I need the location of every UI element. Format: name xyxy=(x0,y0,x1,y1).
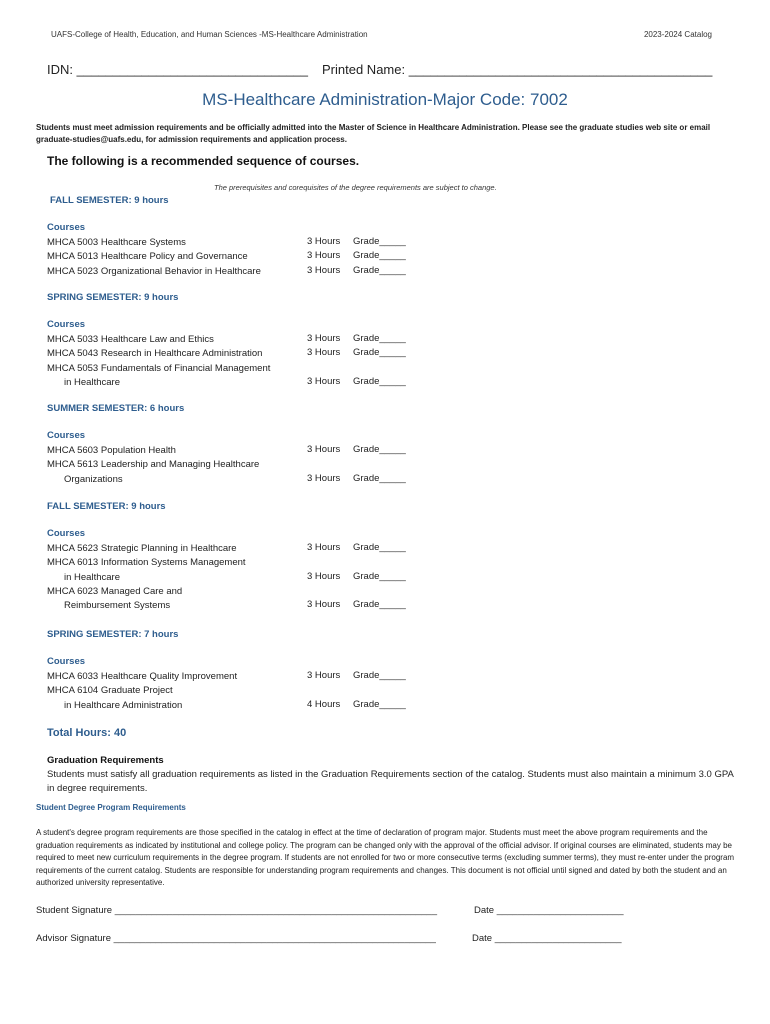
course-grade-blank: Grade_____ xyxy=(353,570,406,582)
intro-text: Students must meet admission requirements and be officially admitted into the Master of Science in Healthcare Administration. Please see the graduate studies web site or email graduate-studies@uafs.edu, for admission requirements and application process. xyxy=(36,123,711,144)
courses-label: Courses xyxy=(47,430,86,441)
course-grade-blank: Grade_____ xyxy=(353,444,406,455)
course-name: MHCA 5033 Healthcare Law and Ethics xyxy=(47,334,214,345)
course-hours: 3 Hours xyxy=(307,599,341,611)
course-hours: 3 Hours xyxy=(307,333,341,344)
course-grade-blank: Grade_____ xyxy=(353,698,406,710)
course-name: MHCA 6104 Graduate Project xyxy=(47,685,173,697)
course-hours: 3 Hours xyxy=(307,347,341,359)
course-hours: 3 Hours xyxy=(307,670,341,681)
header-left: UAFS-College of Health, Education, and Human Sciences -MS-Healthcare Administration xyxy=(51,30,368,39)
graduation-text: Students must satisfy all graduation requirements as listed in the Graduation Requirements section of the catalog. Students must also maintain a minimum 3.0 GPA in degree requirements. xyxy=(47,769,734,794)
course-hours: 3 Hours xyxy=(307,472,341,484)
course-hours: 3 Hours xyxy=(307,250,341,262)
course-grade-blank: Grade_____ xyxy=(353,670,406,681)
courses-label: Courses xyxy=(47,319,86,330)
courses-label: Courses xyxy=(47,222,86,233)
course-hours: 3 Hours xyxy=(307,542,341,553)
student-signature-line: Student Signature _____________________________________________________________ xyxy=(36,905,437,916)
prereq-note: The prerequisites and corequisites of the degree requirements are subject to change. xyxy=(214,183,497,192)
course-grade-blank: Grade_____ xyxy=(353,333,406,344)
student-date-line: Date ________________________ xyxy=(474,905,624,916)
sequence-heading: The following is a recommended sequence of courses. xyxy=(47,154,360,168)
semester-title: FALL SEMESTER: 9 hours xyxy=(47,501,166,512)
course-grade-blank: Grade_____ xyxy=(353,236,406,247)
course-name: MHCA 5613 Leadership and Managing Healthcare xyxy=(47,459,260,471)
semester-title: SPRING SEMESTER: 7 hours xyxy=(47,629,179,640)
course-grade-blank: Grade_____ xyxy=(353,347,406,359)
course-name: MHCA 5003 Healthcare Systems xyxy=(47,237,186,248)
courses-label: Courses xyxy=(47,656,86,667)
courses-label: Courses xyxy=(47,528,86,539)
printed-name-field: Printed Name: __________________________________________ xyxy=(322,62,713,77)
course-name: MHCA 5043 Research in Healthcare Administration xyxy=(47,348,263,360)
course-name-continued: Reimbursement Systems xyxy=(64,600,171,612)
header-right: 2023-2024 Catalog xyxy=(643,30,712,39)
course-name: MHCA 5603 Population Health xyxy=(47,445,176,456)
course-name: MHCA 6013 Information Systems Management xyxy=(47,557,246,569)
course-grade-blank: Grade_____ xyxy=(353,375,406,387)
course-grade-blank: Grade_____ xyxy=(353,472,406,484)
course-hours: 4 Hours xyxy=(307,698,341,710)
semester-title: SPRING SEMESTER: 9 hours xyxy=(47,292,179,303)
course-name: MHCA 6023 Managed Care and xyxy=(47,585,183,597)
course-name: MHCA 5013 Healthcare Policy and Governance xyxy=(47,251,248,263)
graduation-heading: Graduation Requirements xyxy=(47,755,164,766)
course-name: MHCA 5023 Organizational Behavior in Healthcare xyxy=(47,265,261,277)
advisor-date-line: Date ________________________ xyxy=(472,933,622,944)
course-hours: 3 Hours xyxy=(307,236,341,247)
course-name-continued: Organizations xyxy=(64,473,123,485)
semester-title: SUMMER SEMESTER: 6 hours xyxy=(47,403,185,414)
policy-text: A student's degree program requirements are those specified in the catalog in effect at the time of declaration of program major. Students must meet the above program requirements and the graduation requirements as indicated by institutional and college policy. The program can be changed only with the approval of the official advisor. If original courses are eliminated, students may be required to meet new curriculum requirements in the degree program. If students are not enrolled for two or more consecutive terms (excluding summer terms), they must re-enter under the program requirements of the current catalog. Students are responsible for understanding program requirements and changes. This document is not official until signed and dated by both the student and an authorized university representative. xyxy=(36,828,735,887)
course-hours: 3 Hours xyxy=(307,570,341,582)
course-grade-blank: Grade_____ xyxy=(353,264,406,276)
course-name: MHCA 5623 Strategic Planning in Healthcare xyxy=(47,543,237,554)
idn-field: IDN: ________________________________ xyxy=(47,62,308,77)
course-hours: 3 Hours xyxy=(307,444,341,455)
course-name: MHCA 6033 Healthcare Quality Improvement xyxy=(47,671,238,682)
page-title: MS-Healthcare Administration-Major Code: 7002 xyxy=(202,90,568,109)
advisor-signature-line: Advisor Signature _____________________________________________________________ xyxy=(36,933,436,944)
course-name: MHCA 5053 Fundamentals of Financial Management xyxy=(47,362,271,374)
course-grade-blank: Grade_____ xyxy=(353,599,406,611)
course-name-continued: in Healthcare xyxy=(64,571,120,583)
course-name-continued: in Healthcare Administration xyxy=(64,699,183,711)
total-hours: Total Hours: 40 xyxy=(47,727,127,739)
course-grade-blank: Grade_____ xyxy=(353,542,406,553)
course-hours: 3 Hours xyxy=(307,264,341,276)
program-requirements-heading: Student Degree Program Requirements xyxy=(36,803,186,812)
course-grade-blank: Grade_____ xyxy=(353,250,406,262)
course-name-continued: in Healthcare xyxy=(64,376,120,388)
course-hours: 3 Hours xyxy=(307,375,341,387)
semester-title: FALL SEMESTER: 9 hours xyxy=(50,195,169,206)
